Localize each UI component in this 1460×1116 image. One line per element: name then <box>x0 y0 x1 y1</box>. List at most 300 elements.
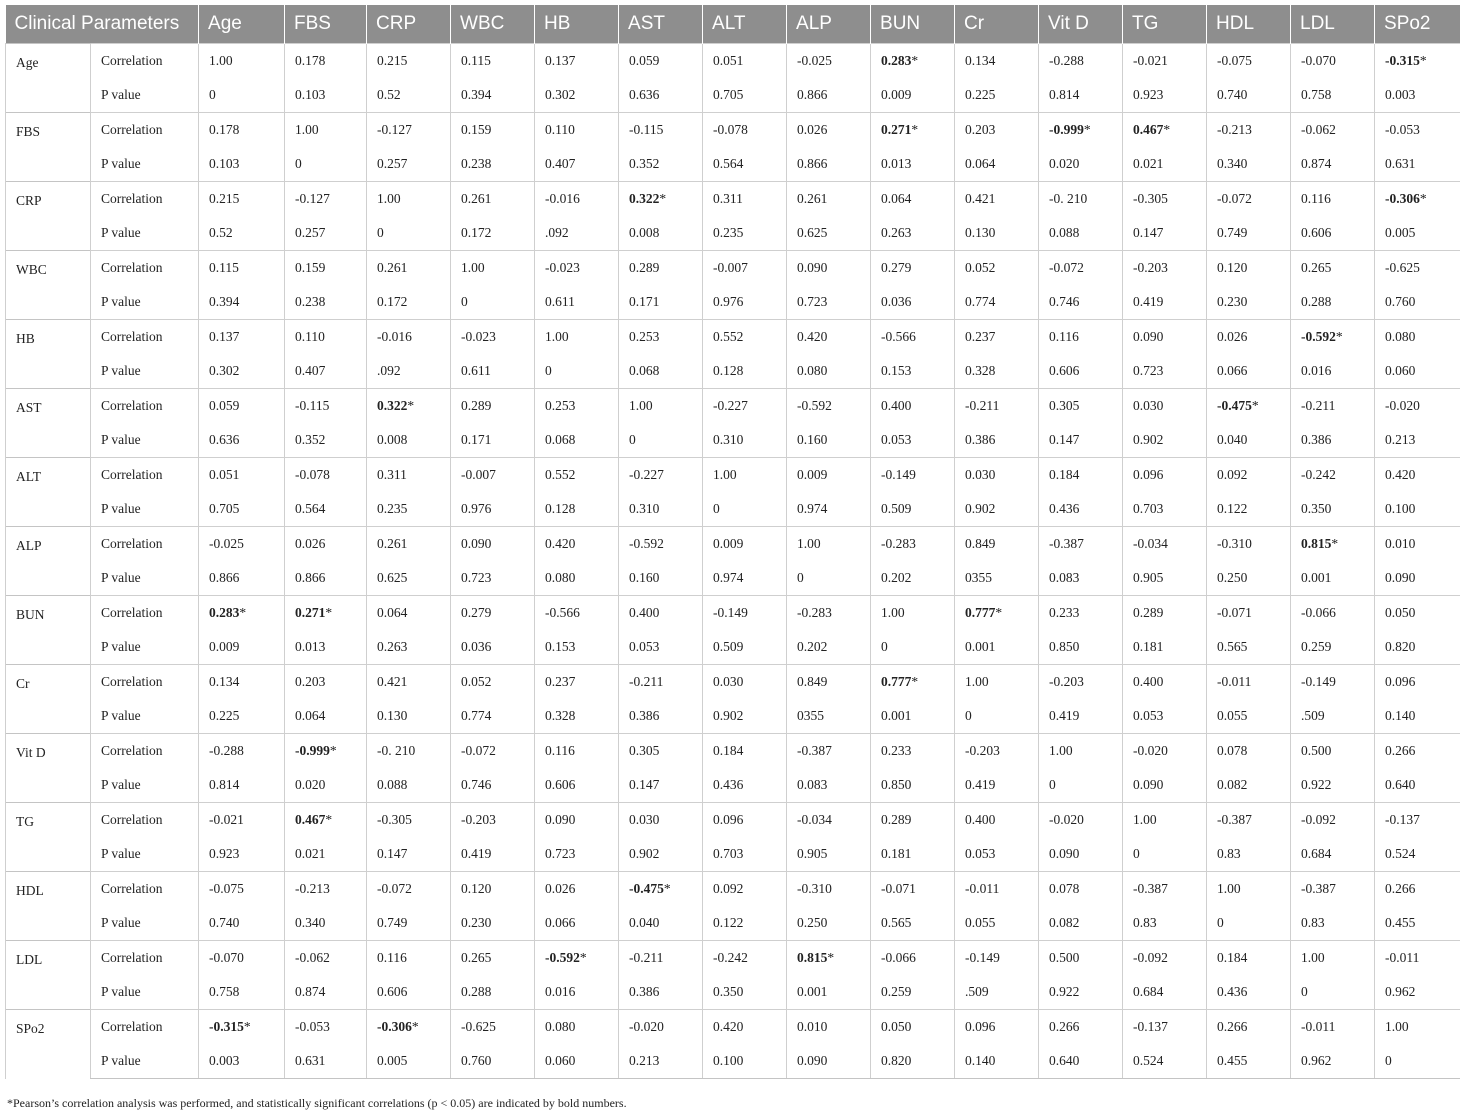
table-cell: -0.283 <box>871 527 955 562</box>
row-type-label: P value <box>91 630 199 665</box>
table-cell: 0.052 <box>451 665 535 700</box>
table-cell: 0.253 <box>619 320 703 355</box>
table-cell: 0.160 <box>619 561 703 596</box>
table-cell: 0 <box>703 492 787 527</box>
table-cell: 0.009 <box>199 630 285 665</box>
significance-asterisk: * <box>579 950 587 965</box>
table-cell: 0.064 <box>955 147 1039 182</box>
significance-asterisk: * <box>239 605 247 620</box>
significance-asterisk: * <box>659 191 667 206</box>
table-cell: 0.134 <box>199 665 285 700</box>
table-row-ldl-correlation <box>6 941 1460 976</box>
table-cell <box>1375 44 1460 79</box>
table-cell: 0.974 <box>787 492 871 527</box>
table-cell <box>619 872 703 907</box>
table-cell: 0.263 <box>367 630 451 665</box>
table-row-wbc-p-value <box>6 285 1460 320</box>
table-cell: 0.026 <box>285 527 367 562</box>
table-cell: 0 <box>199 78 285 113</box>
significant-value: -0.306 <box>1385 191 1420 206</box>
table-cell: 0.230 <box>451 906 535 941</box>
table-row-alt-correlation <box>6 458 1460 493</box>
table-cell: 0.250 <box>1207 561 1291 596</box>
table-cell: 0.066 <box>535 906 619 941</box>
table-cell: 0.100 <box>703 1044 787 1079</box>
table-cell: 0.020 <box>285 768 367 803</box>
table-cell: 0.147 <box>619 768 703 803</box>
table-cell <box>787 941 871 976</box>
table-cell: 0.036 <box>451 630 535 665</box>
table-cell <box>871 113 955 148</box>
table-cell: -0.021 <box>199 803 285 838</box>
row-type-label: Correlation <box>91 596 199 631</box>
table-cell: -0.211 <box>619 665 703 700</box>
table-cell: -0.203 <box>1123 251 1207 286</box>
table-cell: -0.387 <box>1291 872 1375 907</box>
table-cell: -0.075 <box>1207 44 1291 79</box>
table-cell: 0.436 <box>703 768 787 803</box>
table-cell: 0.090 <box>1039 837 1123 872</box>
table-cell: -0.203 <box>1039 665 1123 700</box>
table-cell: 0.749 <box>367 906 451 941</box>
table-cell: 0.116 <box>1039 320 1123 355</box>
table-cell: 0.352 <box>285 423 367 458</box>
table-cell: 0.053 <box>1123 699 1207 734</box>
table-cell: 0.096 <box>1123 458 1207 493</box>
table-row-bun-correlation <box>6 596 1460 631</box>
table-cell: 0.090 <box>1123 320 1207 355</box>
table-cell: 0.631 <box>1375 147 1460 182</box>
table-cell: 0.328 <box>955 354 1039 389</box>
table-cell: 0.922 <box>1039 975 1123 1010</box>
row-type-label: Correlation <box>91 251 199 286</box>
row-type-label: Correlation <box>91 389 199 424</box>
table-cell: 0.500 <box>1039 941 1123 976</box>
table-cell <box>285 734 367 769</box>
table-cell: 0.088 <box>1039 216 1123 251</box>
table-cell: 0.083 <box>787 768 871 803</box>
table-cell: 0.134 <box>955 44 1039 79</box>
table-cell: 0.760 <box>1375 285 1460 320</box>
table-cell: 0.420 <box>535 527 619 562</box>
table-cell: -0.023 <box>451 320 535 355</box>
table-cell: 0.055 <box>955 906 1039 941</box>
table-cell: -0.092 <box>1123 941 1207 976</box>
table-cell: -0.078 <box>703 113 787 148</box>
table-cell: 0.090 <box>787 251 871 286</box>
table-cell: 0.419 <box>451 837 535 872</box>
table-cell: 0.923 <box>199 837 285 872</box>
table-cell: -0.625 <box>451 1010 535 1045</box>
row-type-label: P value <box>91 768 199 803</box>
table-cell: 0.849 <box>955 527 1039 562</box>
table-cell: 0.419 <box>1123 285 1207 320</box>
table-cell: 0.001 <box>1291 561 1375 596</box>
parameter-label: WBC <box>6 251 91 320</box>
parameter-label: ALT <box>6 458 91 527</box>
table-cell: 0.902 <box>619 837 703 872</box>
parameter-label: ALP <box>6 527 91 596</box>
table-row-hb-p-value <box>6 354 1460 389</box>
table-cell: 0 <box>871 630 955 665</box>
table-cell: 0.160 <box>787 423 871 458</box>
table-cell: -0.115 <box>285 389 367 424</box>
row-type-label: P value <box>91 975 199 1010</box>
table-cell: 0.740 <box>199 906 285 941</box>
table-cell: 0 <box>1207 906 1291 941</box>
significant-value: 0.322 <box>377 398 408 413</box>
column-header-bun: BUN <box>871 5 955 44</box>
table-cell: 0.083 <box>1039 561 1123 596</box>
row-type-label: Correlation <box>91 113 199 148</box>
table-cell <box>1291 527 1375 562</box>
table-cell: 0.090 <box>535 803 619 838</box>
table-cell: 0.407 <box>285 354 367 389</box>
column-header-wbc: WBC <box>451 5 535 44</box>
table-cell: 0.013 <box>871 147 955 182</box>
table-cell: 0.202 <box>871 561 955 596</box>
table-cell: 0.171 <box>619 285 703 320</box>
table-cell: 0.090 <box>1123 768 1207 803</box>
table-cell: 0.400 <box>955 803 1039 838</box>
table-cell: 0.153 <box>871 354 955 389</box>
table-cell: 0.237 <box>955 320 1039 355</box>
table-cell: 0.436 <box>1207 975 1291 1010</box>
table-cell: 0.386 <box>1291 423 1375 458</box>
table-cell: 1.00 <box>955 665 1039 700</box>
table-cell: 0 <box>787 561 871 596</box>
table-cell: 0.178 <box>285 44 367 79</box>
table-cell: 0.263 <box>871 216 955 251</box>
table-cell: 0 <box>1039 768 1123 803</box>
table-cell: 0.253 <box>535 389 619 424</box>
table-cell: 0.137 <box>535 44 619 79</box>
table-cell: 0.350 <box>1291 492 1375 527</box>
table-cell: 0.153 <box>535 630 619 665</box>
significance-asterisk: * <box>329 743 337 758</box>
table-row-hdl-correlation <box>6 872 1460 907</box>
table-cell: 0 <box>1375 1044 1460 1079</box>
table-cell: 0.068 <box>535 423 619 458</box>
table-cell: 0.266 <box>1375 872 1460 907</box>
table-cell: 1.00 <box>1375 1010 1460 1045</box>
table-cell: .092 <box>367 354 451 389</box>
significant-value: -0.592 <box>545 950 580 965</box>
column-header-hdl: HDL <box>1207 5 1291 44</box>
table-cell: 0.288 <box>1291 285 1375 320</box>
significance-asterisk: * <box>827 950 835 965</box>
table-cell: 0.820 <box>871 1044 955 1079</box>
significant-value: 0.815 <box>797 950 828 965</box>
row-type-label: P value <box>91 78 199 113</box>
table-cell: -0.020 <box>1375 389 1460 424</box>
correlation-table-container <box>5 5 1455 1079</box>
column-header-tg: TG <box>1123 5 1207 44</box>
parameter-label: AST <box>6 389 91 458</box>
table-cell: 0.850 <box>871 768 955 803</box>
table-cell: 0.137 <box>199 320 285 355</box>
table-cell: 0.631 <box>285 1044 367 1079</box>
table-cell: 0.115 <box>451 44 535 79</box>
table-cell: -0.020 <box>1039 803 1123 838</box>
significance-asterisk: * <box>911 674 919 689</box>
column-header-hb: HB <box>535 5 619 44</box>
table-cell: 0.051 <box>703 44 787 79</box>
table-row-vit-d-correlation <box>6 734 1460 769</box>
table-cell: -0.071 <box>1207 596 1291 631</box>
table-cell: 0.026 <box>535 872 619 907</box>
table-cell: 0.203 <box>955 113 1039 148</box>
table-cell: 0.311 <box>703 182 787 217</box>
table-cell: -0.242 <box>1291 458 1375 493</box>
table-cell: 0.289 <box>451 389 535 424</box>
table-cell: 0.016 <box>1291 354 1375 389</box>
table-cell: 0.213 <box>619 1044 703 1079</box>
table-cell: 0.310 <box>703 423 787 458</box>
table-cell: 0.636 <box>199 423 285 458</box>
table-cell: -0.387 <box>1039 527 1123 562</box>
table-row-crp-p-value <box>6 216 1460 251</box>
table-cell: 0.746 <box>451 768 535 803</box>
table-cell: 0.289 <box>619 251 703 286</box>
table-cell: 0.080 <box>787 354 871 389</box>
row-type-label: P value <box>91 699 199 734</box>
table-cell: 0.064 <box>285 699 367 734</box>
table-cell: 0.746 <box>1039 285 1123 320</box>
table-cell: 0.020 <box>1039 147 1123 182</box>
table-cell: 0.096 <box>955 1010 1039 1045</box>
significant-value: 0.467 <box>1133 122 1164 137</box>
table-cell: 0 <box>955 699 1039 734</box>
table-cell: -0.023 <box>535 251 619 286</box>
table-cell <box>871 665 955 700</box>
table-cell: 0.760 <box>451 1044 535 1079</box>
table-cell: -0.203 <box>955 734 1039 769</box>
table-cell: 0.407 <box>535 147 619 182</box>
table-cell: -0.387 <box>1123 872 1207 907</box>
table-cell: 0.257 <box>367 147 451 182</box>
table-cell: -0.021 <box>1123 44 1207 79</box>
table-cell: 0.723 <box>535 837 619 872</box>
table-cell: 0.103 <box>285 78 367 113</box>
table-cell: 0.050 <box>1375 596 1460 631</box>
significance-asterisk: * <box>325 812 333 827</box>
table-cell: 0.288 <box>451 975 535 1010</box>
table-cell: 0.060 <box>1375 354 1460 389</box>
table-cell: 0.976 <box>451 492 535 527</box>
table-cell: 1.00 <box>871 596 955 631</box>
table-cell: 0.305 <box>1039 389 1123 424</box>
table-cell: 0.053 <box>619 630 703 665</box>
table-cell: 0.394 <box>451 78 535 113</box>
table-cell: -0.072 <box>367 872 451 907</box>
table-cell: 0.021 <box>285 837 367 872</box>
table-cell: 0.213 <box>1375 423 1460 458</box>
table-cell <box>285 596 367 631</box>
row-type-label: P value <box>91 354 199 389</box>
table-cell: 0.386 <box>619 699 703 734</box>
table-cell: 0.820 <box>1375 630 1460 665</box>
significant-value: -0.592 <box>1301 329 1336 344</box>
table-cell: -0.016 <box>367 320 451 355</box>
table-cell: 0.130 <box>367 699 451 734</box>
table-cell: 0.172 <box>451 216 535 251</box>
table-cell: 0.625 <box>787 216 871 251</box>
table-cell: 0.774 <box>955 285 1039 320</box>
table-cell: 0.261 <box>367 527 451 562</box>
table-cell: 0.110 <box>285 320 367 355</box>
table-row-cr-p-value <box>6 699 1460 734</box>
table-cell: 0.230 <box>1207 285 1291 320</box>
table-cell: 0.128 <box>535 492 619 527</box>
table-cell <box>535 941 619 976</box>
table-cell: 0.866 <box>787 147 871 182</box>
table-cell: 0.962 <box>1375 975 1460 1010</box>
significant-value: -0.475 <box>1217 398 1252 413</box>
table-cell: 0.030 <box>1123 389 1207 424</box>
table-cell: -0.072 <box>451 734 535 769</box>
table-cell: 0.030 <box>703 665 787 700</box>
table-cell: 0.962 <box>1291 1044 1375 1079</box>
row-type-label: Correlation <box>91 665 199 700</box>
table-cell: 0 <box>1123 837 1207 872</box>
table-cell: 0.421 <box>367 665 451 700</box>
table-cell: 0.090 <box>451 527 535 562</box>
table-cell: 0 <box>1291 975 1375 1010</box>
table-cell: 0.703 <box>703 837 787 872</box>
table-cell: -0.066 <box>871 941 955 976</box>
table-cell: 0.83 <box>1123 906 1207 941</box>
table-cell: -0.007 <box>451 458 535 493</box>
table-cell: -0.288 <box>1039 44 1123 79</box>
table-cell: 0.500 <box>1291 734 1375 769</box>
table-cell: -0.211 <box>619 941 703 976</box>
column-header-ast: AST <box>619 5 703 44</box>
table-row-fbs-p-value <box>6 147 1460 182</box>
significant-value: 0.271 <box>881 122 912 137</box>
table-cell: 0.279 <box>871 251 955 286</box>
table-cell: 0.005 <box>1375 216 1460 251</box>
table-row-hdl-p-value <box>6 906 1460 941</box>
table-cell: -0.127 <box>367 113 451 148</box>
significant-value: 0.815 <box>1301 536 1332 551</box>
table-cell: 0.060 <box>535 1044 619 1079</box>
table-cell: -0.078 <box>285 458 367 493</box>
table-cell <box>367 1010 451 1045</box>
table-cell: 0.400 <box>1123 665 1207 700</box>
table-row-crp-correlation <box>6 182 1460 217</box>
table-cell: 0.055 <box>1207 699 1291 734</box>
table-cell: 0.080 <box>535 561 619 596</box>
table-cell: 0.723 <box>451 561 535 596</box>
table-cell: 0.080 <box>535 1010 619 1045</box>
table-cell: 0.026 <box>1207 320 1291 355</box>
table-cell: 0.524 <box>1123 1044 1207 1079</box>
table-cell: 0.386 <box>955 423 1039 458</box>
table-cell: 1.00 <box>367 182 451 217</box>
table-cell: 0.064 <box>367 596 451 631</box>
table-cell: 0.122 <box>703 906 787 941</box>
table-cell: -0.149 <box>703 596 787 631</box>
row-type-label: P value <box>91 285 199 320</box>
table-row-fbs-correlation <box>6 113 1460 148</box>
table-row-ast-p-value <box>6 423 1460 458</box>
table-cell: 0.068 <box>619 354 703 389</box>
table-cell: 0.040 <box>1207 423 1291 458</box>
table-cell: -0.149 <box>871 458 955 493</box>
table-cell: -0.016 <box>535 182 619 217</box>
table-cell: 0.184 <box>703 734 787 769</box>
table-cell: 0.279 <box>451 596 535 631</box>
table-cell: 0.261 <box>451 182 535 217</box>
table-cell: 0.116 <box>535 734 619 769</box>
table-cell: 0.120 <box>451 872 535 907</box>
table-cell: 0.902 <box>955 492 1039 527</box>
table-cell: 0.436 <box>1039 492 1123 527</box>
table-cell: 0.552 <box>703 320 787 355</box>
table-cell: 0.237 <box>535 665 619 700</box>
table-cell: -0.034 <box>787 803 871 838</box>
table-cell: 0.266 <box>1375 734 1460 769</box>
table-row-spo2-p-value <box>6 1044 1460 1079</box>
table-cell: 0.564 <box>703 147 787 182</box>
table-cell: 0.005 <box>367 1044 451 1079</box>
table-cell: 0.215 <box>199 182 285 217</box>
table-cell: -0.072 <box>1207 182 1291 217</box>
table-cell: -0.011 <box>1207 665 1291 700</box>
row-type-label: P value <box>91 423 199 458</box>
significant-value: 0.271 <box>295 605 326 620</box>
table-cell: 0.178 <box>199 113 285 148</box>
table-cell: 0.233 <box>871 734 955 769</box>
table-cell: 1.00 <box>1039 734 1123 769</box>
table-cell: 0.420 <box>703 1010 787 1045</box>
table-cell: 0.874 <box>285 975 367 1010</box>
table-cell: 0.010 <box>787 1010 871 1045</box>
table-cell: 0.052 <box>955 251 1039 286</box>
table-cell: 1.00 <box>535 320 619 355</box>
table-cell: 0.684 <box>1123 975 1207 1010</box>
table-cell: -0.566 <box>871 320 955 355</box>
table-cell <box>1291 320 1375 355</box>
column-header-age: Age <box>199 5 285 44</box>
table-cell: 0.096 <box>1375 665 1460 700</box>
column-header-crp: CRP <box>367 5 451 44</box>
parameter-label: BUN <box>6 596 91 665</box>
table-cell: -0.213 <box>1207 113 1291 148</box>
table-row-tg-correlation <box>6 803 1460 838</box>
table-cell: 0.147 <box>1039 423 1123 458</box>
table-cell: 0.302 <box>535 78 619 113</box>
table-cell: -0.305 <box>1123 182 1207 217</box>
parameter-label: Cr <box>6 665 91 734</box>
table-cell: 0.606 <box>367 975 451 1010</box>
parameter-label: SPo2 <box>6 1010 91 1079</box>
table-cell: 0.250 <box>787 906 871 941</box>
table-cell: 0.902 <box>703 699 787 734</box>
significant-value: 0.283 <box>209 605 240 620</box>
table-cell: 0.866 <box>787 78 871 113</box>
row-type-label: P value <box>91 561 199 596</box>
significance-asterisk: * <box>1331 536 1339 551</box>
table-cell: 0.509 <box>871 492 955 527</box>
row-type-label: Correlation <box>91 458 199 493</box>
table-cell: 0.036 <box>871 285 955 320</box>
table-cell: 0.305 <box>619 734 703 769</box>
table-cell: 0.420 <box>787 320 871 355</box>
table-cell: 1.00 <box>619 389 703 424</box>
table-cell: 0.203 <box>285 665 367 700</box>
